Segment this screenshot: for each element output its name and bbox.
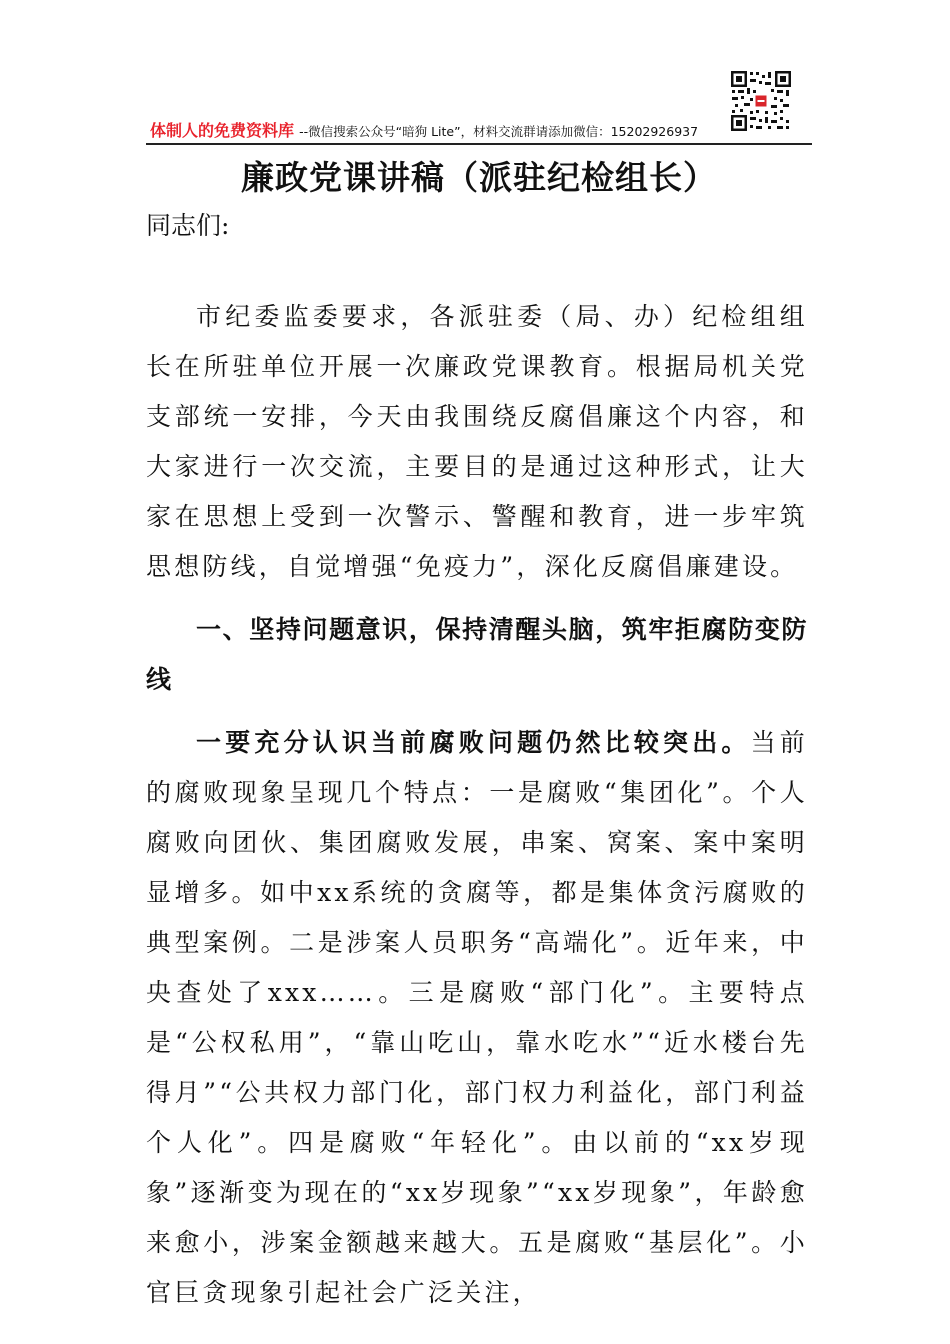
- document-body: [146, 292, 808, 1318]
- document-title: 廉政党课讲稿（派驻纪检组长）: [241, 158, 717, 197]
- section-heading-1-text: 一、坚持问题意识，保持清醒头脑，筑牢拒腐防变防线: [146, 615, 808, 694]
- header-brand: 体制人的免费资料库: [150, 121, 295, 140]
- header-divider: [146, 143, 812, 145]
- paragraph-intro: 市纪委监委要求，各派驻委（局、办）纪检组组长在所驻单位开展一次廉政党课教育。根据局机关党支部统一安排，今天由我围绕反腐倡廉这个内容，和大家进行一次交流，主要目的是通过这种形式，让大家在思想上受到一次警示、警醒和教育，进一步牢筑思想防线，自觉增强“免疫力”，深化反腐倡廉建设。: [146, 302, 808, 581]
- qr-code-icon: [730, 70, 792, 132]
- greeting: 同志们:: [146, 211, 230, 240]
- paragraph-lead-sentence: 一要充分认识当前腐败问题仍然比较突出。: [196, 728, 751, 757]
- paragraph-body-text: 当前的腐败现象呈现几个特点：一是腐败“集团化”。个人腐败向团伙、集团腐败发展，串案、窝案、案中案明显增多。如中xx系统的贪腐等，都是集体贪污腐败的典型案例。二是涉案人员职务“高端化”。近年来，中央查处了xxx……。三是腐败“部门化”。主要特点是“公权私用”，“靠山吃山，靠水吃水”“近水楼台先得月”“公共权力部门化，部门权力利益化，部门利益个人化”。四是腐败“年轻化”。由以前的“xx岁现象”逐渐变为现在的“xx岁现象”“xx岁现象”，年龄愈来愈小，涉案金额越来越大。五是腐败“基层化”。小官巨贪现象引起社会广泛关注，: [146, 728, 808, 1307]
- section-heading-1: [146, 605, 808, 705]
- paragraph-section-1: [146, 718, 808, 1318]
- header-info: --微信搜索公众号“暗狗 Lite”，材料交流群请添加微信：15202926937: [299, 124, 699, 139]
- document-header: [150, 118, 795, 144]
